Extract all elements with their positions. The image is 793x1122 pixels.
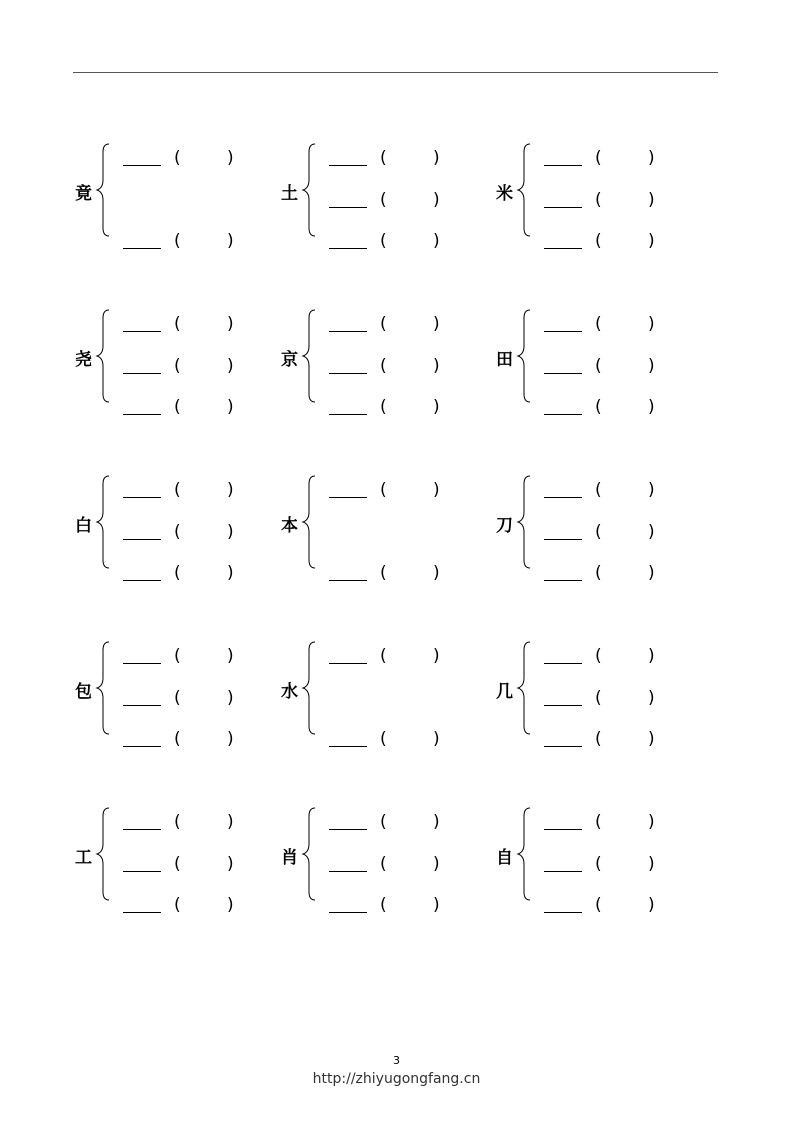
- answer-blank[interactable]: [123, 497, 161, 498]
- answer-line-bottom: [123, 895, 293, 921]
- close-paren: ): [433, 397, 440, 417]
- open-paren: (: [380, 356, 387, 376]
- open-paren: (: [595, 397, 602, 417]
- entry-character: 田: [496, 350, 513, 370]
- close-paren: ): [433, 148, 440, 168]
- page-number: 3: [393, 1054, 400, 1067]
- answer-line-top: [123, 148, 293, 174]
- open-paren: (: [174, 314, 181, 334]
- brace-icon: [516, 638, 534, 738]
- open-paren: (: [595, 480, 602, 500]
- close-paren: ): [227, 522, 234, 542]
- close-paren: ): [433, 231, 440, 251]
- open-paren: (: [380, 646, 387, 666]
- close-paren: ): [648, 356, 655, 376]
- answer-line-bottom: [544, 563, 714, 589]
- answer-line-middle: [544, 854, 714, 880]
- close-paren: ): [433, 356, 440, 376]
- polyphone-entry: [75, 812, 275, 915]
- answer-blank[interactable]: [123, 373, 161, 374]
- polyphone-entry: [281, 148, 481, 251]
- open-paren: (: [174, 522, 181, 542]
- open-paren: (: [595, 190, 602, 210]
- brace-icon: [95, 638, 113, 738]
- open-paren: (: [595, 231, 602, 251]
- close-paren: ): [433, 895, 440, 915]
- answer-line-middle: [123, 356, 293, 382]
- answer-line-middle: [123, 854, 293, 880]
- answer-blank[interactable]: [544, 497, 582, 498]
- entry-character: 本: [281, 516, 298, 536]
- open-paren: (: [174, 563, 181, 583]
- close-paren: ): [227, 397, 234, 417]
- brace-icon: [95, 306, 113, 406]
- close-paren: ): [227, 688, 234, 708]
- answer-line-bottom: [123, 231, 293, 257]
- polyphone-entry: [496, 148, 696, 251]
- close-paren: ): [433, 190, 440, 210]
- answer-blank[interactable]: [544, 871, 582, 872]
- answer-blank[interactable]: [123, 248, 161, 249]
- answer-blank[interactable]: [329, 497, 367, 498]
- entry-character: 自: [496, 848, 513, 868]
- close-paren: ): [433, 854, 440, 874]
- open-paren: (: [174, 148, 181, 168]
- answer-blank[interactable]: [544, 746, 582, 747]
- answer-blank[interactable]: [544, 705, 582, 706]
- answer-blank[interactable]: [329, 580, 367, 581]
- answer-blank[interactable]: [123, 539, 161, 540]
- polyphone-entry: [496, 812, 696, 915]
- open-paren: (: [174, 646, 181, 666]
- answer-line-middle: [123, 522, 293, 548]
- close-paren: ): [648, 854, 655, 874]
- brace-icon: [516, 472, 534, 572]
- answer-blank[interactable]: [123, 705, 161, 706]
- open-paren: (: [380, 231, 387, 251]
- close-paren: ): [227, 356, 234, 376]
- entry-character: 京: [281, 350, 298, 370]
- answer-blank[interactable]: [329, 207, 367, 208]
- answer-line-middle: [329, 356, 499, 382]
- open-paren: (: [380, 563, 387, 583]
- close-paren: ): [648, 397, 655, 417]
- answer-line-bottom: [123, 397, 293, 423]
- close-paren: ): [433, 563, 440, 583]
- open-paren: (: [174, 397, 181, 417]
- entry-character: 尧: [75, 350, 92, 370]
- answer-line-bottom: [329, 895, 499, 921]
- answer-blank[interactable]: [123, 165, 161, 166]
- answer-line-bottom: [544, 895, 714, 921]
- close-paren: ): [648, 148, 655, 168]
- open-paren: (: [380, 148, 387, 168]
- polyphone-entry: [281, 812, 481, 915]
- entry-character: 水: [281, 682, 298, 702]
- open-paren: (: [174, 480, 181, 500]
- polyphone-entry: [281, 646, 481, 749]
- answer-blank[interactable]: [329, 373, 367, 374]
- answer-blank[interactable]: [123, 746, 161, 747]
- close-paren: ): [227, 646, 234, 666]
- answer-line-middle: [544, 190, 714, 216]
- answer-line-top: [544, 646, 714, 672]
- open-paren: (: [380, 190, 387, 210]
- answer-line-middle: [123, 688, 293, 714]
- entry-character: 白: [75, 516, 92, 536]
- close-paren: ): [433, 480, 440, 500]
- brace-icon: [301, 306, 319, 406]
- close-paren: ): [648, 314, 655, 334]
- answer-line-middle: [544, 522, 714, 548]
- answer-line-top: [329, 812, 499, 838]
- answer-blank[interactable]: [329, 912, 367, 913]
- open-paren: (: [174, 812, 181, 832]
- answer-blank[interactable]: [329, 871, 367, 872]
- polyphone-entry: [281, 480, 481, 583]
- open-paren: (: [174, 231, 181, 251]
- open-paren: (: [595, 563, 602, 583]
- close-paren: ): [648, 231, 655, 251]
- entry-character: 竟: [75, 184, 92, 204]
- answer-line-top: [329, 480, 499, 506]
- answer-line-top: [544, 812, 714, 838]
- answer-blank[interactable]: [123, 829, 161, 830]
- answer-blank[interactable]: [123, 580, 161, 581]
- answer-line-bottom: [329, 729, 499, 755]
- answer-blank[interactable]: [329, 248, 367, 249]
- entry-character: 土: [281, 184, 298, 204]
- polyphone-entry: [75, 148, 275, 251]
- answer-line-middle: [329, 854, 499, 880]
- answer-blank[interactable]: [544, 539, 582, 540]
- answer-line-bottom: [123, 729, 293, 755]
- answer-blank[interactable]: [544, 912, 582, 913]
- close-paren: ): [648, 646, 655, 666]
- answer-line-top: [329, 314, 499, 340]
- answer-line-top: [544, 148, 714, 174]
- close-paren: ): [227, 480, 234, 500]
- answer-line-top: [544, 480, 714, 506]
- open-paren: (: [174, 854, 181, 874]
- close-paren: ): [433, 646, 440, 666]
- close-paren: ): [227, 854, 234, 874]
- answer-line-top: [123, 646, 293, 672]
- open-paren: (: [380, 854, 387, 874]
- answer-blank[interactable]: [544, 248, 582, 249]
- open-paren: (: [380, 812, 387, 832]
- entry-character: 工: [75, 848, 92, 868]
- open-paren: (: [380, 397, 387, 417]
- answer-line-middle: [544, 356, 714, 382]
- answer-blank[interactable]: [123, 331, 161, 332]
- answer-blank[interactable]: [123, 912, 161, 913]
- answer-line-bottom: [329, 397, 499, 423]
- answer-line-middle: [329, 190, 499, 216]
- open-paren: (: [595, 688, 602, 708]
- answer-blank[interactable]: [329, 746, 367, 747]
- close-paren: ): [648, 563, 655, 583]
- answer-blank[interactable]: [123, 663, 161, 664]
- open-paren: (: [380, 314, 387, 334]
- answer-blank[interactable]: [544, 207, 582, 208]
- close-paren: ): [648, 729, 655, 749]
- answer-blank[interactable]: [544, 373, 582, 374]
- open-paren: (: [595, 895, 602, 915]
- close-paren: ): [227, 895, 234, 915]
- answer-line-bottom: [544, 397, 714, 423]
- answer-blank[interactable]: [544, 663, 582, 664]
- close-paren: ): [227, 729, 234, 749]
- brace-icon: [301, 140, 319, 240]
- brace-icon: [301, 804, 319, 904]
- footer-url: http://zhiyugongfang.cn: [312, 1071, 481, 1087]
- open-paren: (: [174, 895, 181, 915]
- polyphone-entry: [75, 646, 275, 749]
- answer-line-bottom: [544, 231, 714, 257]
- close-paren: ): [648, 812, 655, 832]
- answer-blank[interactable]: [123, 414, 161, 415]
- open-paren: (: [595, 729, 602, 749]
- answer-blank[interactable]: [544, 829, 582, 830]
- close-paren: ): [227, 231, 234, 251]
- answer-blank[interactable]: [544, 165, 582, 166]
- brace-icon: [516, 804, 534, 904]
- brace-icon: [301, 472, 319, 572]
- open-paren: (: [380, 480, 387, 500]
- open-paren: (: [380, 895, 387, 915]
- close-paren: ): [648, 190, 655, 210]
- brace-icon: [516, 140, 534, 240]
- brace-icon: [95, 804, 113, 904]
- brace-icon: [95, 472, 113, 572]
- answer-line-top: [123, 812, 293, 838]
- close-paren: ): [227, 812, 234, 832]
- close-paren: ): [227, 563, 234, 583]
- close-paren: ): [227, 148, 234, 168]
- polyphone-entry: [75, 480, 275, 583]
- open-paren: (: [595, 522, 602, 542]
- entry-character: 包: [75, 682, 92, 702]
- close-paren: ): [433, 812, 440, 832]
- answer-blank[interactable]: [329, 663, 367, 664]
- close-paren: ): [648, 688, 655, 708]
- close-paren: ): [648, 895, 655, 915]
- answer-blank[interactable]: [329, 165, 367, 166]
- open-paren: (: [174, 356, 181, 376]
- open-paren: (: [380, 729, 387, 749]
- answer-line-bottom: [123, 563, 293, 589]
- close-paren: ): [648, 480, 655, 500]
- answer-blank[interactable]: [544, 331, 582, 332]
- answer-line-top: [123, 314, 293, 340]
- brace-icon: [95, 140, 113, 240]
- open-paren: (: [595, 356, 602, 376]
- close-paren: ): [227, 314, 234, 334]
- close-paren: ): [433, 314, 440, 334]
- open-paren: (: [174, 688, 181, 708]
- open-paren: (: [595, 812, 602, 832]
- answer-line-bottom: [329, 231, 499, 257]
- answer-line-middle: [544, 688, 714, 714]
- entry-character: 米: [496, 184, 513, 204]
- open-paren: (: [595, 314, 602, 334]
- open-paren: (: [595, 854, 602, 874]
- polyphone-entry: [281, 314, 481, 417]
- polyphone-entry: [496, 480, 696, 583]
- answer-line-bottom: [544, 729, 714, 755]
- answer-blank[interactable]: [123, 871, 161, 872]
- close-paren: ): [433, 729, 440, 749]
- answer-blank[interactable]: [329, 331, 367, 332]
- entry-character: 刀: [496, 516, 513, 536]
- open-paren: (: [595, 148, 602, 168]
- entry-character: 几: [496, 682, 513, 702]
- polyphone-entry: [496, 314, 696, 417]
- answer-blank[interactable]: [544, 580, 582, 581]
- open-paren: (: [595, 646, 602, 666]
- answer-line-top: [329, 646, 499, 672]
- entry-character: 肖: [281, 848, 298, 868]
- open-paren: (: [174, 729, 181, 749]
- polyphone-entry: [75, 314, 275, 417]
- polyphone-entry: [496, 646, 696, 749]
- close-paren: ): [648, 522, 655, 542]
- answer-line-top: [544, 314, 714, 340]
- answer-blank[interactable]: [544, 414, 582, 415]
- answer-line-top: [123, 480, 293, 506]
- answer-line-bottom: [329, 563, 499, 589]
- brace-icon: [301, 638, 319, 738]
- answer-blank[interactable]: [329, 829, 367, 830]
- answer-line-top: [329, 148, 499, 174]
- answer-blank[interactable]: [329, 414, 367, 415]
- brace-icon: [516, 306, 534, 406]
